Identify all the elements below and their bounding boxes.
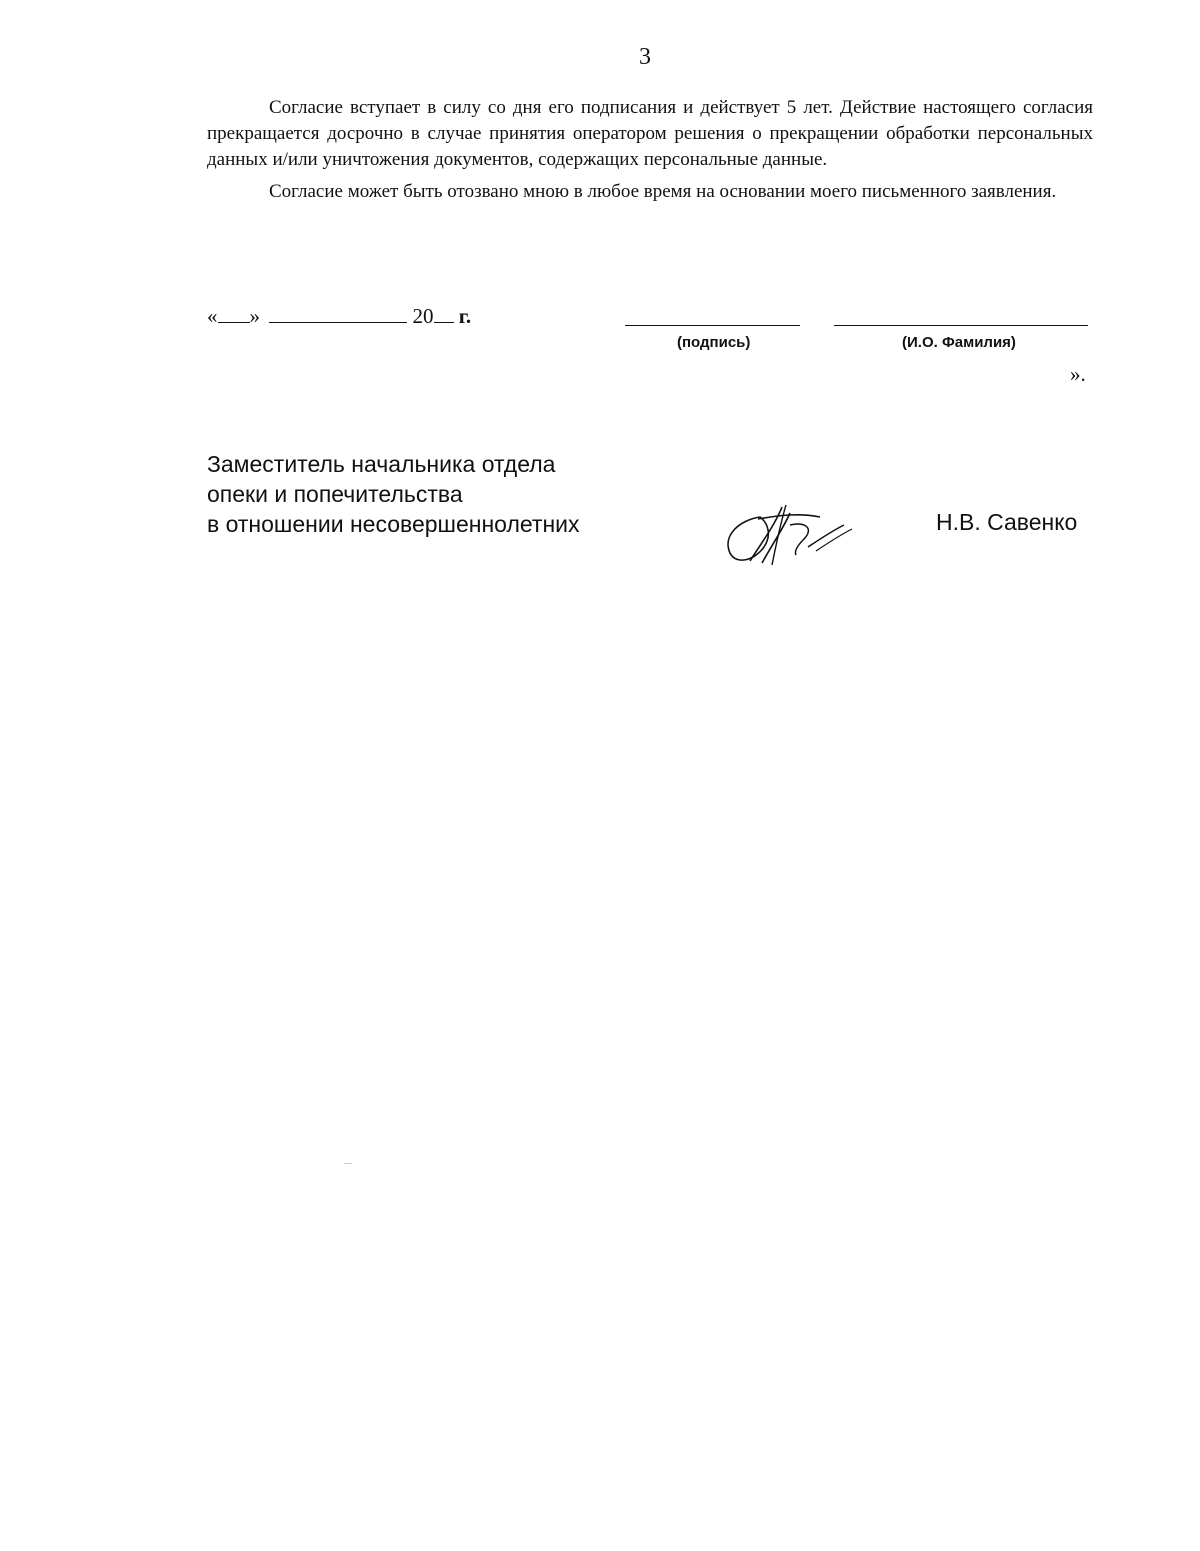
signer-name: Н.В. Савенко: [936, 509, 1078, 535]
date-field: [207, 304, 471, 329]
date-close-quote: »: [249, 304, 260, 328]
year-blank: [434, 304, 454, 323]
closing-quote: ».: [1070, 362, 1086, 386]
scan-artifact: [344, 1163, 352, 1164]
signature-caption: (подпись): [677, 334, 751, 351]
page-number: 3: [639, 44, 651, 70]
consent-text: [207, 95, 1093, 211]
full-name-caption: (И.О. Фамилия): [902, 334, 1016, 351]
day-blank: [218, 304, 250, 323]
full-name-line: [834, 325, 1088, 326]
position-line: в отношении несовершеннолетних: [207, 511, 580, 537]
signatory-position: [207, 449, 580, 539]
year-prefix: 20: [412, 304, 434, 328]
paragraph-validity: Согласие вступает в силу со дня его подписания и действует 5 лет. Действие настоящего согласия прекращается досрочно в случае принятия оператором решения о прекращении обработки персональных данных и/или уничтожения документов, содержащих персональные данные.: [207, 97, 1093, 170]
paragraph-revocation: Согласие может быть отозвано мною в любое время на основании моего письменного заявления.: [269, 181, 1057, 202]
position-line: Заместитель начальника отдела: [207, 451, 556, 477]
month-blank: [269, 304, 407, 323]
date-open-quote: «: [207, 304, 218, 328]
handwritten-signature: [720, 495, 860, 575]
signature-line: [625, 325, 800, 326]
year-suffix: г.: [458, 304, 472, 328]
position-line: опеки и попечительства: [207, 481, 463, 507]
